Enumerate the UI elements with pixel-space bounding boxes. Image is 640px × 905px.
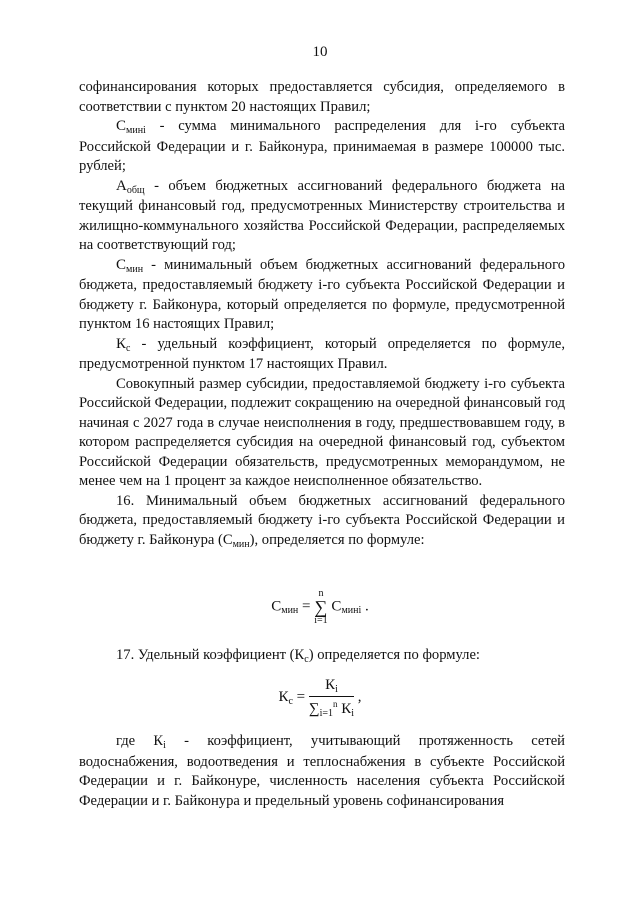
fraction: $\frac{К_i}{\sum_{i=1}^n К_i}$	[308, 677, 355, 719]
document-body	[79, 78, 565, 551]
paragraph-where: где $К_i$ - коэффициент, учитывающий протяженность сетей водоснабжения, водоотведения и теплоснабжения в субъекте Российской Федерации и г. Байконуре, численность населения субъекта Российской Федерации и г. Байконура и предельный уровень софинансирования	[79, 733, 565, 809]
page-number: 10	[312, 44, 328, 60]
formula-kc: $К_с$ = $\frac{К_i}{\sum_{i=1}^n К_i}$ ,	[278, 677, 362, 719]
paragraph-cmin: $С_{мин}$ - минимальный объем бюджетных ассигнований федерального бюджета, предоставляемый бюджету i-го субъекта Российской Федерации и бюджету г. Байконура, который определяется по формуле, предусмотренной пунктом 16 настоящих Правил;	[79, 256, 565, 332]
sum-operator: n ∑ i=1	[314, 588, 328, 626]
paragraph-cmini: $С_{мині}$ - сумма минимального распределения для i-го субъекта Российской Федерации и г. Байконура, принимаемая в размере 100000 тыс. рублей;	[79, 118, 565, 174]
paragraph-17: 17. Удельный коэффициент $(К_с)$ определяется по формуле:	[116, 647, 480, 665]
paragraph-aobsch: $А_{общ}$ - объем бюджетных ассигнований федерального бюджета на текущий финансовый год, предусмотренных Министерству строительства и жилищно-коммунального хозяйства Российской Федерации, распределяемых на соответствующий год;	[79, 177, 565, 253]
paragraph-cofinancing: софинансирования которых предоставляется субсидия, определяемого в соответствии с пунктом 20 настоящих Правил;	[79, 79, 565, 115]
paragraph-total-subsidy: Совокупный размер субсидии, предоставляемой бюджету i-го субъекта Российской Федерации, подлежит сокращению на очередной финансовый год начиная с 2027 года в случае неисполнения в году, предшествовавшем году, в котором распределяется субсидия на очередной финансовый год, субъектом Российской Федерации обязательств, предусмотренных меморандумом, не менее чем на 1 процент за каждое неисполненное обязательство.	[79, 375, 565, 489]
formula-cmin: $С_{мин}$ = n ∑ i=1 $С_{мині}$ .	[271, 588, 369, 626]
paragraph-kc: $К_с$ - удельный коэффициент, который определяется по формуле, предусмотренной пунктом 17 настоящих Правил.	[79, 335, 565, 372]
paragraph-16: 16. Минимальный объем бюджетных ассигнований федерального бюджета, предоставляемый бюджету i-го субъекта Российской Федерации и бюджету г. Байконура $(С_{мин})$, определяется по формуле:	[79, 492, 565, 550]
